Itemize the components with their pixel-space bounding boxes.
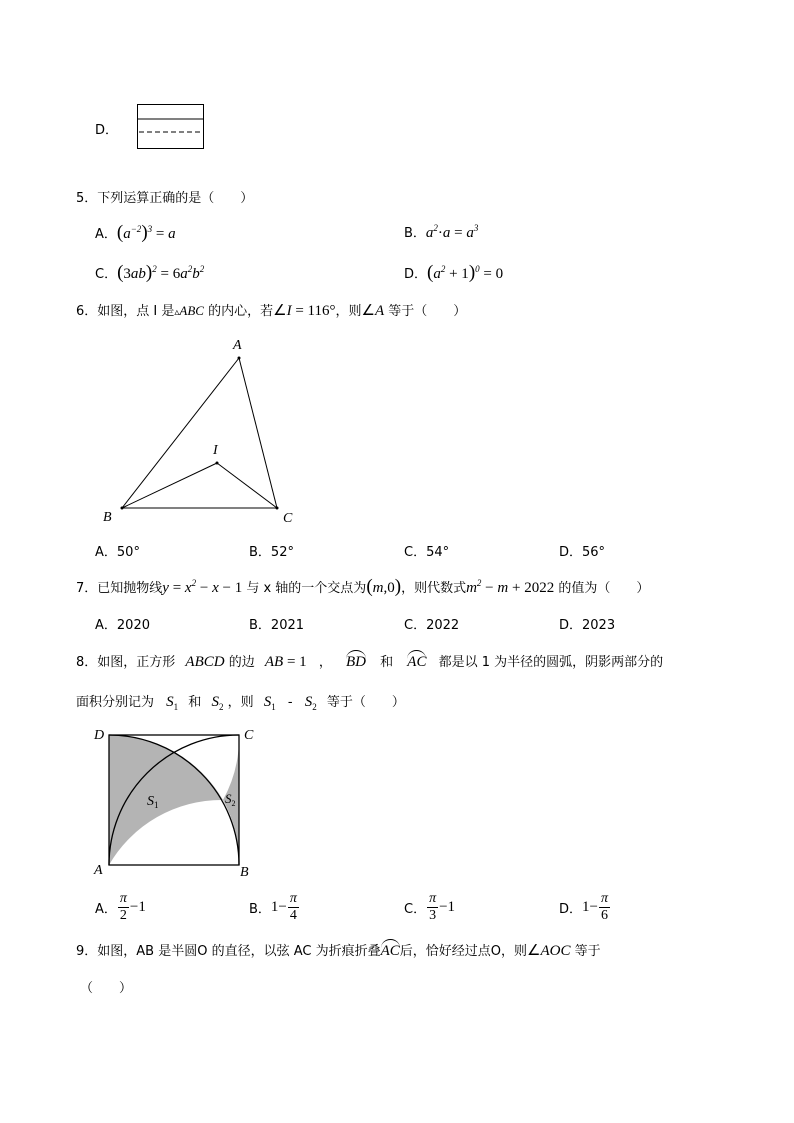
q5-option-b-label: B． [404,226,426,241]
q7-option-a: A．2020 [95,618,150,633]
q9-arc-ac: AC [381,939,400,960]
q8-label-c: C [244,728,254,743]
q5-option-a-label: A． [95,227,117,242]
q5-option-c: C．$(3ab)^2 = 6a^2b^2$ [95,262,205,283]
q9-stem-line2: （ ） [80,981,133,996]
q8-stem-line1: 8．如图，正方形 ABCD 的边 AB = 1 ， BD 和 AC 都是以 1 为半径的圆弧，阴影两部分的 [76,650,663,671]
q7-option-b: B．2021 [249,618,305,633]
q8-square-figure [90,723,270,883]
q4-option-d-label: D． [95,123,119,138]
q6-label-a: A [233,338,242,353]
q5-option-d: D．$(a^2 + 1)^0 = 0$ [404,262,504,283]
q7-stem: 7．已知抛物线$y = x^2 - x - 1$ 与 x 轴的一个交点为(m,0)，则代数式$m^2 - m + 2022$ 的值为（ ） [76,576,650,597]
q5-option-b: B．$a^2\cdot a = a^3$ [404,223,479,241]
q6-option-c: C．54° [404,545,450,560]
q8-label-s2: $S_2$ [225,791,236,808]
q6-option-d: D．56° [559,545,606,560]
q8-option-c: C． $\frac{\pi}{3}$ −1 [404,891,456,923]
q8-option-a: A． $\frac{\pi}{2}$ −1 [95,891,146,923]
q8-stem-line2: 面积分别记为 $S_1$ 和 $S_2$ ，则 $S_1 - S_2$ 等于（ ） [76,694,405,712]
q8-option-b: B．1− $\frac{\pi}{4}$ [249,891,297,923]
q7-option-c: C．2022 [404,618,460,633]
q6-label-c: C [283,511,293,526]
q5-option-d-label: D． [404,267,428,282]
q8-arc-ac: AC [407,650,426,671]
q8-label-a: A [94,863,103,878]
q8-arc-bd: BD [346,650,366,671]
q6-label-b: B [103,510,112,525]
q8-label-s1: $S_1$ [147,794,159,810]
q6-stem: 6．如图，点 I 是▵ABC 的内心，若∠I = 116°，则∠A 等于（ ） [76,303,467,319]
q6-option-b: B．52° [249,545,294,560]
q8-label-b: B [240,865,249,880]
q6-option-a: A．50° [95,545,140,560]
q6-triangle-figure [95,332,305,532]
q9-stem: 9．如图，AB 是半圆O 的直径，以弦 AC 为折痕折叠AC后，恰好经过点O，则∠AOC 等于 [76,939,601,960]
q4-option-d-figure [136,103,206,151]
q8-option-d: D．1− $\frac{\pi}{6}$ [559,891,608,923]
q5-stem: 5．下列运算正确的是（ ） [76,191,254,206]
q8-shade-s2-bottom [223,800,239,865]
q7-option-d: D．2023 [559,618,616,633]
q5-option-c-label: C． [95,267,118,282]
q5-option-a: A．$(a^{-2})^3 = a$ [95,222,176,243]
q8-label-d: D [94,728,105,743]
q6-label-i: I [213,443,218,458]
